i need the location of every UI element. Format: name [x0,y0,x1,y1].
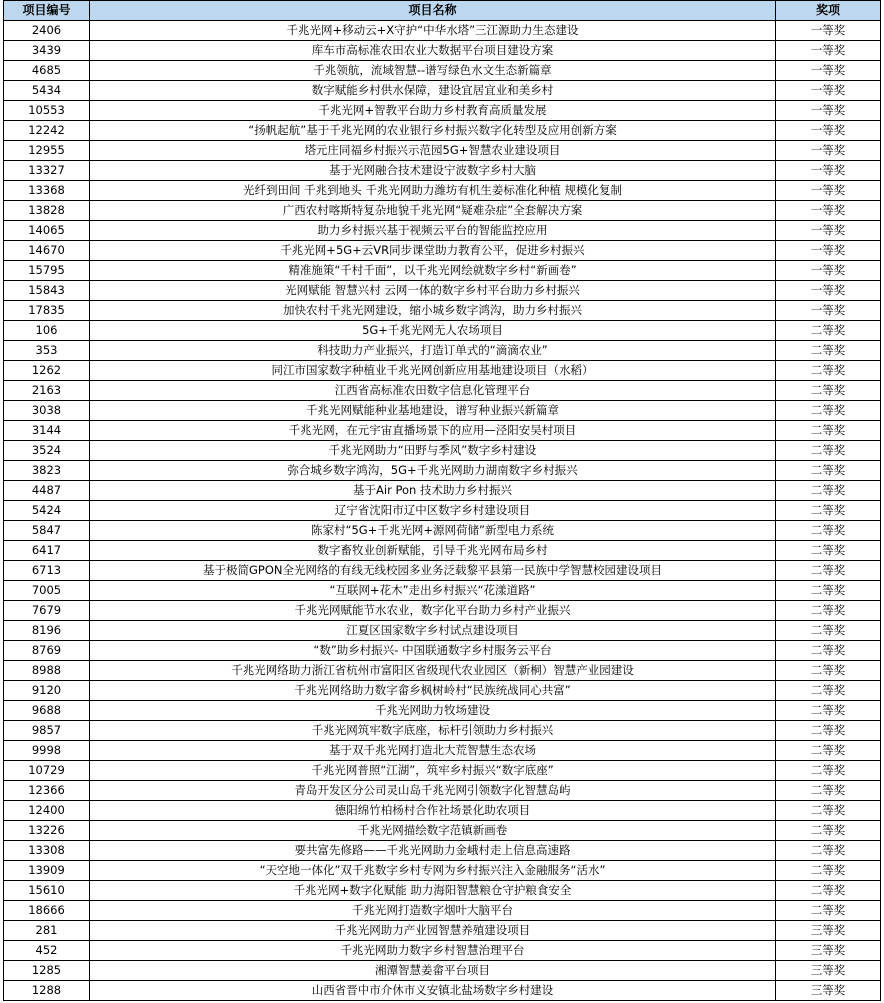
project-name-cell: 光纤到田间 千兆到地头 千兆光网助力潍坊有机生姜标准化种植 规模化复制 [90,181,776,201]
project-id-cell: 9857 [4,721,90,741]
header-project-id: 项目编号 [4,1,90,21]
table-row [4,761,881,781]
project-id-cell: 9688 [4,701,90,721]
award-cell: 二等奖 [776,801,881,821]
award-cell: 二等奖 [776,741,881,761]
project-id-cell: 5847 [4,521,90,541]
award-cell: 二等奖 [776,581,881,601]
project-name-cell: 陈家村“5G+千兆光网+源网荷储”新型电力系统 [90,521,776,541]
award-cell: 二等奖 [776,601,881,621]
project-name-cell: “天空地一体化”双千兆数字乡村专网为乡村振兴注入金融服务“活水” [90,861,776,881]
award-cell: 二等奖 [776,761,881,781]
project-id-cell: 7679 [4,601,90,621]
award-cell: 一等奖 [776,81,881,101]
award-cell: 一等奖 [776,21,881,41]
award-cell: 二等奖 [776,401,881,421]
project-id-cell: 6417 [4,541,90,561]
table-row [4,841,881,861]
project-name-cell: 千兆光网助力“田野与季风”数字乡村建设 [90,441,776,461]
table-row [4,381,881,401]
award-cell: 二等奖 [776,481,881,501]
project-id-cell: 7005 [4,581,90,601]
project-name-cell: 千兆领航，流域智慧--谱写绿色水文生态新篇章 [90,61,776,81]
project-name-cell: 千兆光网赋能种业基地建设，谱写种业振兴新篇章 [90,401,776,421]
table-row [4,561,881,581]
award-cell: 二等奖 [776,561,881,581]
award-cell: 一等奖 [776,201,881,221]
award-cell: 一等奖 [776,281,881,301]
table-row [4,801,881,821]
award-cell: 一等奖 [776,301,881,321]
table-row [4,981,881,1001]
table-row [4,61,881,81]
project-name-cell: 广西农村喀斯特复杂地貌千兆光网“疑难杂症”全套解决方案 [90,201,776,221]
table-row [4,641,881,661]
project-name-cell: 千兆光网+智教平台助力乡村教育高质量发展 [90,101,776,121]
project-name-cell: 青岛开发区分公司灵山岛千兆光网引领数字化智慧岛屿 [90,781,776,801]
project-name-cell: 山西省晋中市介休市义安镇北盐场数字乡村建设 [90,981,776,1001]
award-cell: 二等奖 [776,721,881,741]
table-row [4,481,881,501]
award-cell: 二等奖 [776,501,881,521]
project-id-cell: 5424 [4,501,90,521]
project-name-cell: 光网赋能 智慧兴村 云网一体的数字乡村平台助力乡村振兴 [90,281,776,301]
award-cell: 二等奖 [776,661,881,681]
table-row [4,341,881,361]
project-id-cell: 15843 [4,281,90,301]
table-row [4,141,881,161]
table-row [4,401,881,421]
project-id-cell: 8988 [4,661,90,681]
project-id-cell: 10729 [4,761,90,781]
project-id-cell: 13368 [4,181,90,201]
table-row [4,101,881,121]
project-id-cell: 12400 [4,801,90,821]
project-id-cell: 13327 [4,161,90,181]
table-row [4,121,881,141]
project-name-cell: 库车市高标准农田农业大数据平台项目建设方案 [90,41,776,61]
project-name-cell: 千兆光网助力产业园智慧养殖建设项目 [90,921,776,941]
project-name-cell: 基于极简GPON全光网络的有线无线校园多业务泛载黎平县第一民族中学智慧校园建设项目 [90,561,776,581]
project-id-cell: 12366 [4,781,90,801]
award-cell: 二等奖 [776,621,881,641]
table-row [4,681,881,701]
project-name-cell: 江夏区国家数字乡村试点建设项目 [90,621,776,641]
project-name-cell: 基于Air Pon 技术助力乡村振兴 [90,481,776,501]
project-id-cell: 12955 [4,141,90,161]
project-name-cell: 湘潭智慧姜畲平台项目 [90,961,776,981]
project-name-cell: 弥合城乡数字鸿沟，5G+千兆光网助力湖南数字乡村振兴 [90,461,776,481]
header-award: 奖项 [776,1,881,21]
header-row [4,1,881,21]
award-cell: 二等奖 [776,841,881,861]
award-cell: 三等奖 [776,921,881,941]
project-id-cell: 1285 [4,961,90,981]
table-row [4,161,881,181]
table-row [4,581,881,601]
project-name-cell: 千兆光网描绘数字范镇新画卷 [90,821,776,841]
project-id-cell: 13828 [4,201,90,221]
project-name-cell: 千兆光网打造数字烟叶大脑平台 [90,901,776,921]
project-id-cell: 10553 [4,101,90,121]
award-cell: 一等奖 [776,181,881,201]
table-row [4,881,881,901]
project-id-cell: 4487 [4,481,90,501]
award-cell: 一等奖 [776,141,881,161]
award-cell: 一等奖 [776,161,881,181]
award-cell: 二等奖 [776,381,881,401]
award-cell: 二等奖 [776,441,881,461]
table-row [4,221,881,241]
project-id-cell: 8769 [4,641,90,661]
header-project-name: 项目名称 [90,1,776,21]
project-id-cell: 353 [4,341,90,361]
project-id-cell: 8196 [4,621,90,641]
project-name-cell: 千兆光网+数字化赋能 助力海阳智慧粮仓守护粮食安全 [90,881,776,901]
table-row [4,621,881,641]
award-cell: 二等奖 [776,541,881,561]
award-cell: 二等奖 [776,641,881,661]
project-name-cell: 千兆光网+5G+云VR同步课堂助力教育公平，促进乡村振兴 [90,241,776,261]
award-cell: 一等奖 [776,101,881,121]
table-row [4,241,881,261]
table-row [4,41,881,61]
project-id-cell: 15795 [4,261,90,281]
project-name-cell: 千兆光网助力数字乡村智慧治理平台 [90,941,776,961]
project-name-cell: 数字赋能乡村供水保障，建设宜居宜业和美乡村 [90,81,776,101]
project-id-cell: 14065 [4,221,90,241]
award-cell: 二等奖 [776,901,881,921]
table-row [4,861,881,881]
award-cell: 二等奖 [776,821,881,841]
award-cell: 一等奖 [776,221,881,241]
project-id-cell: 9120 [4,681,90,701]
table-row [4,821,881,841]
award-cell: 二等奖 [776,681,881,701]
project-name-cell: 基于双千兆光网打造北大荒智慧生态农场 [90,741,776,761]
table-row [4,441,881,461]
project-id-cell: 3144 [4,421,90,441]
table-row [4,921,881,941]
award-cell: 二等奖 [776,881,881,901]
project-name-cell: 科技助力产业振兴，打造订单式的“滴滴农业” [90,341,776,361]
project-id-cell: 13308 [4,841,90,861]
project-id-cell: 2406 [4,21,90,41]
table-row [4,21,881,41]
table-row [4,421,881,441]
project-name-cell: 5G+千兆光网无人农场项目 [90,321,776,341]
table-row [4,961,881,981]
award-cell: 一等奖 [776,61,881,81]
project-name-cell: 千兆光网络助力数字畲乡枫树岭村“民族统战同心共富” [90,681,776,701]
table-row [4,661,881,681]
project-name-cell: 精准施策“千村千面”，以千兆光网绘就数字乡村“新画卷” [90,261,776,281]
table-row [4,461,881,481]
award-cell: 一等奖 [776,261,881,281]
project-name-cell: 千兆光网普照“江湖”，筑牢乡村振兴“数字底座” [90,761,776,781]
project-name-cell: 助力乡村振兴基于视频云平台的智能监控应用 [90,221,776,241]
table-row [4,701,881,721]
table-row [4,501,881,521]
award-cell: 二等奖 [776,701,881,721]
project-name-cell: 德阳绵竹柏杨村合作社场景化助农项目 [90,801,776,821]
project-id-cell: 3038 [4,401,90,421]
award-cell: 二等奖 [776,361,881,381]
project-name-cell: 基于光网融合技术建设宁波数字乡村大脑 [90,161,776,181]
project-name-cell: 辽宁省沈阳市辽中区数字乡村建设项目 [90,501,776,521]
table-row [4,301,881,321]
project-name-cell: 千兆光网，在元宇宙直播场景下的应用—泾阳安吴村项目 [90,421,776,441]
project-name-cell: 千兆光网络助力浙江省杭州市富阳区省级现代农业园区（新桐）智慧产业园建设 [90,661,776,681]
project-name-cell: 同江市国家数字种植业千兆光网创新应用基地建设项目（水稻） [90,361,776,381]
table-row [4,941,881,961]
award-cell: 二等奖 [776,421,881,441]
project-name-cell: 千兆光网筑牢数字底座，标杆引领助力乡村振兴 [90,721,776,741]
table-row [4,281,881,301]
project-id-cell: 4685 [4,61,90,81]
award-cell: 三等奖 [776,941,881,961]
project-id-cell: 9998 [4,741,90,761]
award-cell: 二等奖 [776,781,881,801]
project-name-cell: “扬帆起航”基于千兆光网的农业银行乡村振兴数字化转型及应用创新方案 [90,121,776,141]
award-cell: 二等奖 [776,341,881,361]
award-cell: 二等奖 [776,321,881,341]
project-name-cell: 千兆光网赋能节水农业，数字化平台助力乡村产业振兴 [90,601,776,621]
project-name-cell: 千兆光网助力牧场建设 [90,701,776,721]
table-row [4,181,881,201]
award-cell: 三等奖 [776,981,881,1001]
table-row [4,781,881,801]
award-cell: 三等奖 [776,961,881,981]
awards-table [3,0,881,1001]
project-id-cell: 5434 [4,81,90,101]
project-id-cell: 6713 [4,561,90,581]
table-row [4,541,881,561]
table-row [4,521,881,541]
project-id-cell: 17835 [4,301,90,321]
table-row [4,321,881,341]
award-cell: 二等奖 [776,461,881,481]
project-id-cell: 13226 [4,821,90,841]
award-cell: 一等奖 [776,121,881,141]
project-id-cell: 3823 [4,461,90,481]
award-cell: 二等奖 [776,521,881,541]
table-row [4,741,881,761]
project-id-cell: 18666 [4,901,90,921]
project-id-cell: 3439 [4,41,90,61]
project-name-cell: 千兆光网+移动云+X守护“中华水塔”三江源助力生态建设 [90,21,776,41]
award-cell: 一等奖 [776,241,881,261]
table-row [4,361,881,381]
project-id-cell: 15610 [4,881,90,901]
award-cell: 一等奖 [776,41,881,61]
project-name-cell: 塔元庄同福乡村振兴示范园5G+智慧农业建设项目 [90,141,776,161]
project-name-cell: “互联网+花木”走出乡村振兴“花漾道路” [90,581,776,601]
project-id-cell: 14670 [4,241,90,261]
table-row [4,601,881,621]
project-name-cell: 江西省高标准农田数字信息化管理平台 [90,381,776,401]
table-row [4,201,881,221]
table-row [4,261,881,281]
table-row [4,721,881,741]
project-id-cell: 2163 [4,381,90,401]
project-id-cell: 106 [4,321,90,341]
project-name-cell: 加快农村千兆光网建设，缩小城乡数字鸿沟，助力乡村振兴 [90,301,776,321]
table-row [4,901,881,921]
project-id-cell: 452 [4,941,90,961]
project-id-cell: 281 [4,921,90,941]
project-id-cell: 3524 [4,441,90,461]
table-row [4,81,881,101]
project-id-cell: 1288 [4,981,90,1001]
project-id-cell: 12242 [4,121,90,141]
project-name-cell: 数字畜牧业创新赋能，引导千兆光网布局乡村 [90,541,776,561]
project-name-cell: “数”助乡村振兴- 中国联通数字乡村服务云平台 [90,641,776,661]
project-id-cell: 1262 [4,361,90,381]
project-id-cell: 13909 [4,861,90,881]
award-cell: 二等奖 [776,861,881,881]
project-name-cell: 要共富先修路——千兆光网助力金峨村走上信息高速路 [90,841,776,861]
